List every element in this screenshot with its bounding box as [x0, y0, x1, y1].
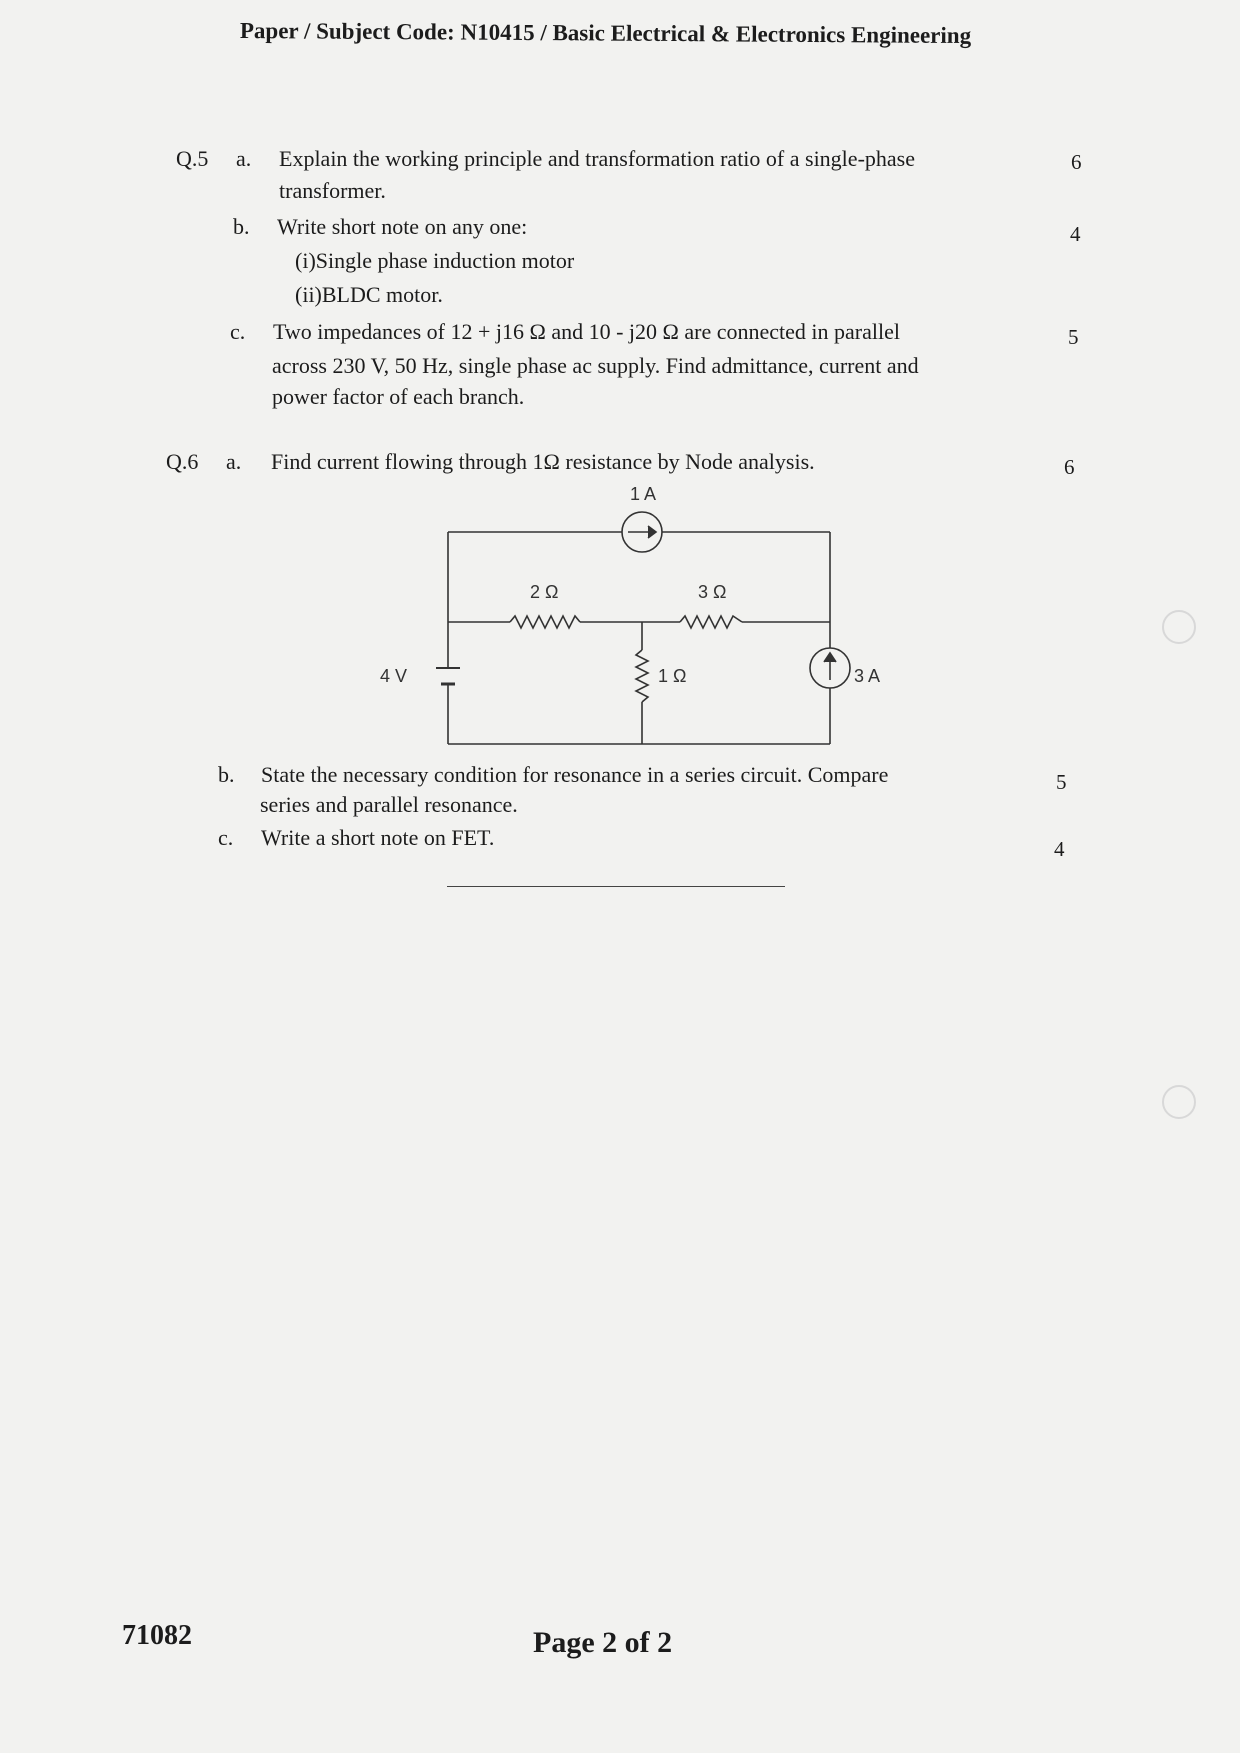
part-text-line: power factor of each branch.	[272, 384, 525, 409]
part-text-line: Write a short note on FET.	[261, 825, 495, 850]
part-letter: c.	[230, 319, 246, 344]
label-4v: 4 V	[380, 666, 408, 686]
footer-code: 71082	[122, 1620, 192, 1651]
part-letter: b.	[218, 762, 235, 787]
label-3-ohm: 3 Ω	[698, 582, 727, 602]
part-text-line: Two impedances of 12 + j16 Ω and 10 - j20 Ω are connected in parallel	[273, 319, 900, 344]
label-1a: 1 A	[630, 484, 657, 504]
label-1-ohm: 1 Ω	[658, 666, 687, 686]
part-letter: b.	[233, 214, 250, 239]
source-arrowhead	[824, 653, 836, 662]
label-2-ohm: 2 Ω	[530, 582, 559, 602]
part-letter: a.	[226, 449, 242, 474]
label-3a: 3 A	[854, 666, 881, 686]
part-text-line: State the necessary condition for resonance in a series circuit. Compare	[261, 762, 889, 787]
punch-hole	[1162, 1085, 1196, 1119]
part-text-line: transformer.	[279, 178, 386, 203]
page-number: Page 2 of 2	[533, 1626, 673, 1659]
option-2: (ii)BLDC motor.	[295, 282, 443, 307]
part-text-line: Find current flowing through 1Ω resistance by Node analysis.	[271, 449, 815, 474]
resistor-3-ohm	[680, 616, 742, 628]
part-text-line: Explain the working principle and transformation ratio of a single-phase	[279, 146, 915, 171]
page-header: Paper / Subject Code: N10415 / Basic Electrical & Electronics Engineering	[239, 18, 972, 49]
marks: 6	[1071, 150, 1082, 174]
part-text-line: Write short note on any one:	[277, 214, 528, 239]
part-letter: c.	[218, 825, 234, 850]
question-number: Q.5	[176, 146, 209, 171]
marks: 5	[1056, 770, 1067, 794]
marks: 4	[1054, 837, 1065, 861]
end-divider	[447, 886, 785, 887]
resistor-1-ohm	[636, 650, 648, 702]
part-text-line: across 230 V, 50 Hz, single phase ac supply. Find admittance, current and	[272, 353, 919, 378]
marks: 4	[1070, 222, 1081, 246]
marks: 5	[1068, 325, 1079, 349]
question-number: Q.6	[166, 449, 199, 474]
resistor-2-ohm	[510, 616, 580, 628]
part-text-line: series and parallel resonance.	[260, 792, 518, 817]
punch-hole	[1162, 610, 1196, 644]
part-letter: a.	[236, 146, 252, 171]
marks: 6	[1064, 455, 1075, 479]
source-arrowhead	[648, 526, 656, 538]
option-1: (i)Single phase induction motor	[295, 248, 575, 273]
circuit-diagram	[380, 480, 881, 750]
